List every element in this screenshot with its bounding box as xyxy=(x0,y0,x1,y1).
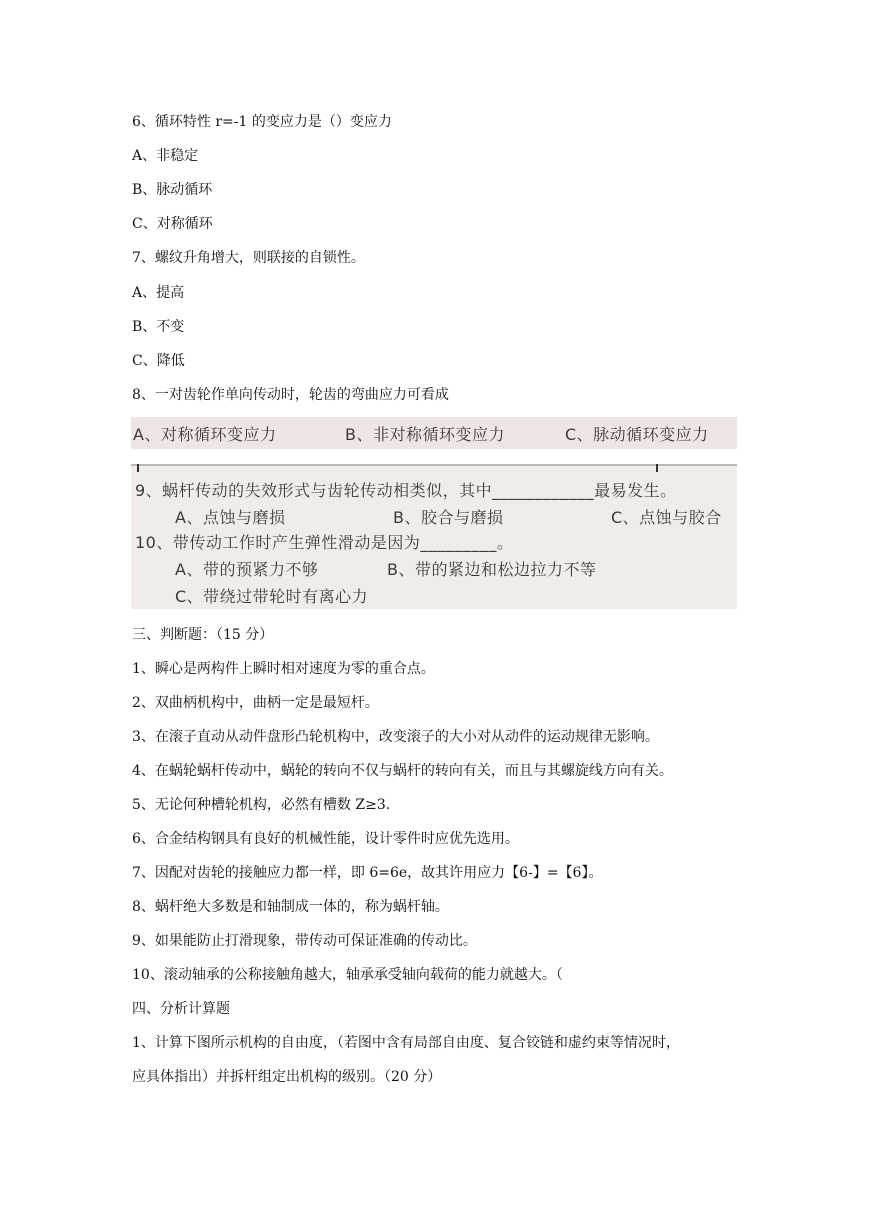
q10-option-a: A、带的预紧力不够 xyxy=(175,560,319,579)
calc-question-1-cont: 应具体指出）并拆杆组定出机构的级别。（20 分） xyxy=(132,1069,442,1085)
question-7: 7、螺纹升角增大，则联接的自锁性。 xyxy=(132,250,365,266)
judgment-item-5: 5、无论何种槽轮机构，必然有槽数 Z≥3. xyxy=(132,797,391,813)
question-8: 8、一对齿轮作单向传动时，轮齿的弯曲应力可看成 xyxy=(132,387,449,403)
scan-tick xyxy=(137,464,139,472)
q9-option-b: B、胶合与磨损 xyxy=(393,508,504,527)
question-7-option-b: B、不变 xyxy=(132,319,185,335)
q10-option-b: B、带的紧边和松边拉力不等 xyxy=(387,560,597,579)
q9-option-a: A、点蚀与磨损 xyxy=(175,508,286,527)
scanned-questions-9-10 xyxy=(131,464,737,609)
question-9: 9、蜗杆传动的失效形式与齿轮传动相类似，其中____________最易发生。 xyxy=(135,481,677,500)
judgment-item-10: 10、滚动轴承的公称接触角越大，轴承承受轴向载荷的能力就越大。（ xyxy=(132,967,563,983)
calc-question-1: 1、计算下图所示机构的自由度，（若图中含有局部自由度、复合铰链和虚约束等情况时， xyxy=(132,1035,680,1051)
question-6: 6、循环特性 r=-1 的变应力是（）变应力 xyxy=(132,114,392,130)
section-3-title: 三、判断题：（15 分） xyxy=(132,627,274,643)
question-10: 10、带传动工作时产生弹性滑动是因为_________。 xyxy=(135,533,514,552)
judgment-item-6: 6、合金结构钢具有良好的机械性能，设计零件时应优先选用。 xyxy=(132,831,519,847)
q8-option-a: A、对称循环变应力 xyxy=(133,425,277,444)
q8-option-b: B、非对称循环变应力 xyxy=(345,425,505,444)
q9-option-c: C、点蚀与胶合 xyxy=(611,508,722,527)
scan-tick xyxy=(656,464,658,472)
q10-option-c: C、带绕过带轮时有离心力 xyxy=(175,587,369,606)
judgment-item-3: 3、在滚子直动从动件盘形凸轮机构中，改变滚子的大小对从动件的运动规律无影响。 xyxy=(132,729,659,745)
judgment-item-9: 9、如果能防止打滑现象，带传动可保证准确的传动比。 xyxy=(132,933,477,949)
judgment-item-7: 7、因配对齿轮的接触应力都一样，即 6=6e，故其许用应力【6-】=【6】。 xyxy=(132,865,603,881)
judgment-item-8: 8、蜗杆绝大多数是和轴制成一体的，称为蜗杆轴。 xyxy=(132,899,449,915)
judgment-item-1: 1、瞬心是两构件上瞬时相对速度为零的重合点。 xyxy=(132,661,435,677)
question-6-option-b: B、脉动循环 xyxy=(132,182,213,198)
question-7-option-c: C、降低 xyxy=(132,353,185,369)
section-4-title: 四、分析计算题 xyxy=(132,1001,230,1017)
judgment-item-4: 4、在蜗轮蜗杆传动中，蜗轮的转向不仅与蜗杆的转向有关，而且与其螺旋线方向有关。 xyxy=(132,763,673,779)
question-7-option-a: A、提高 xyxy=(132,285,185,301)
scan-edge-line xyxy=(131,464,737,466)
question-6-option-c: C、对称循环 xyxy=(132,216,213,232)
question-6-option-a: A、非稳定 xyxy=(132,148,199,164)
judgment-item-2: 2、双曲柄机构中，曲柄一定是最短杆。 xyxy=(132,695,379,711)
scanned-options-q8 xyxy=(131,417,737,449)
q8-option-c: C、脉动循环变应力 xyxy=(565,425,709,444)
